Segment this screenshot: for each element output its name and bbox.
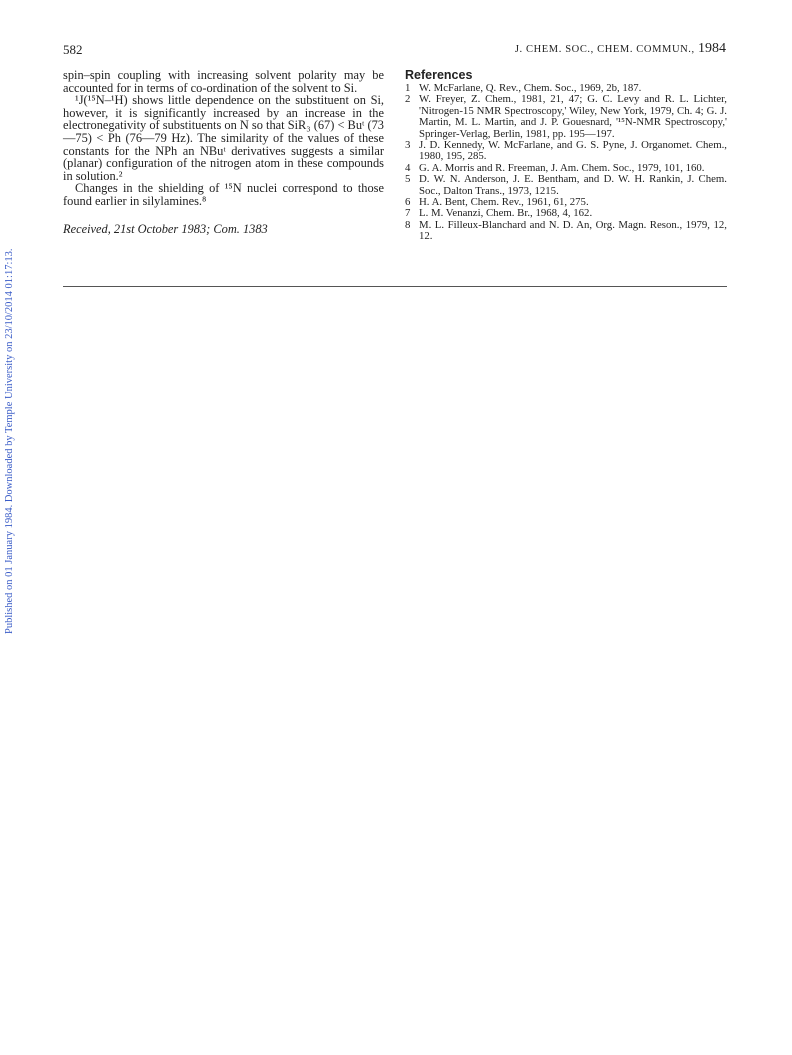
references-heading: References [405, 68, 473, 82]
paragraph-2: ¹J(¹⁵N–¹H) shows little dependence on the substituent on Si, however, it is significantly increased by an increase in the electronegativity of substituents on N so that SiR₃ (67) < Buᵗ (73—75) < Ph (76—79 Hz). The similarity of the values of these constants for the NPh an NBuᵗ derivatives suggests a similar (planar) configuration of the nitrogen atom in these compounds in solution.² [63, 93, 385, 183]
paragraph-3: Changes in the shielding of ¹⁵N nuclei correspond to those found earlier in silylamines.⁸ [63, 181, 384, 208]
paragraph-1: spin–spin coupling with increasing solvent polarity may be accounted for in terms of co-ordination of the solvent to Si. [63, 68, 384, 95]
reference-text: H. A. Bent, Chem. Rev., 1961, 61, 275. [419, 196, 589, 209]
reference-number: 7 [405, 207, 411, 220]
reference-text: D. W. N. Anderson, J. E. Bentham, and D. W. H. Rankin, J. Chem. Soc., Dalton Trans., 1973, 1215. [419, 173, 727, 197]
reference-number: 2 [405, 93, 411, 106]
reference-number: 5 [405, 173, 411, 186]
page-number: 582 [63, 42, 83, 57]
reference-number: 3 [405, 139, 411, 152]
reference-number: 6 [405, 196, 411, 209]
references-list [405, 83, 727, 243]
reference-item [405, 94, 727, 140]
reference-text: L. M. Venanzi, Chem. Br., 1968, 4, 162. [419, 207, 593, 220]
journal-name: J. CHEM. SOC., CHEM. COMMUN., [514, 44, 695, 55]
references-section [405, 69, 727, 243]
reference-text: G. A. Morris and R. Freeman, J. Am. Chem. Soc., 1979, 101, 160. [419, 161, 705, 174]
reference-text: W. Freyer, Z. Chem., 1981, 21, 47; G. C. Levy and R. L. Lichter, 'Nitrogen-15 NMR Spectroscopy,' Wiley, New York, 1979, Ch. 4; G. J. Martin, M. L. Martin, and J. P. Gouesnard, '¹⁵N-NMR Spectroscopy,' Springer-Verlag, Berlin, 1981, pp. 195—197. [419, 93, 727, 140]
reference-number: 8 [405, 218, 411, 231]
received-line: Received, 21st October 1983; Com. 1383 [63, 221, 268, 236]
footer-rule [63, 286, 727, 287]
reference-text: M. L. Filleux-Blanchard and N. D. An, Org. Magn. Reson., 1979, 12, 12. [419, 218, 727, 243]
journal-year: 1984 [698, 41, 726, 56]
reference-number: 4 [405, 161, 411, 174]
running-head [515, 41, 726, 57]
reference-text: J. D. Kennedy, W. McFarlane, and G. S. Pyne, J. Organomet. Chem., 1980, 195, 285. [419, 139, 727, 163]
reference-item [405, 140, 727, 163]
reference-number: 1 [405, 82, 411, 94]
reference-item [405, 220, 727, 243]
download-notice: Published on 01 January 1984. Downloaded by Temple University on 23/10/2014 01:17:13. [4, 248, 15, 634]
body-column [63, 69, 384, 235]
reference-item [405, 174, 727, 197]
reference-text: W. McFarlane, Q. Rev., Chem. Soc., 1969, 2b, 187. [419, 82, 642, 94]
